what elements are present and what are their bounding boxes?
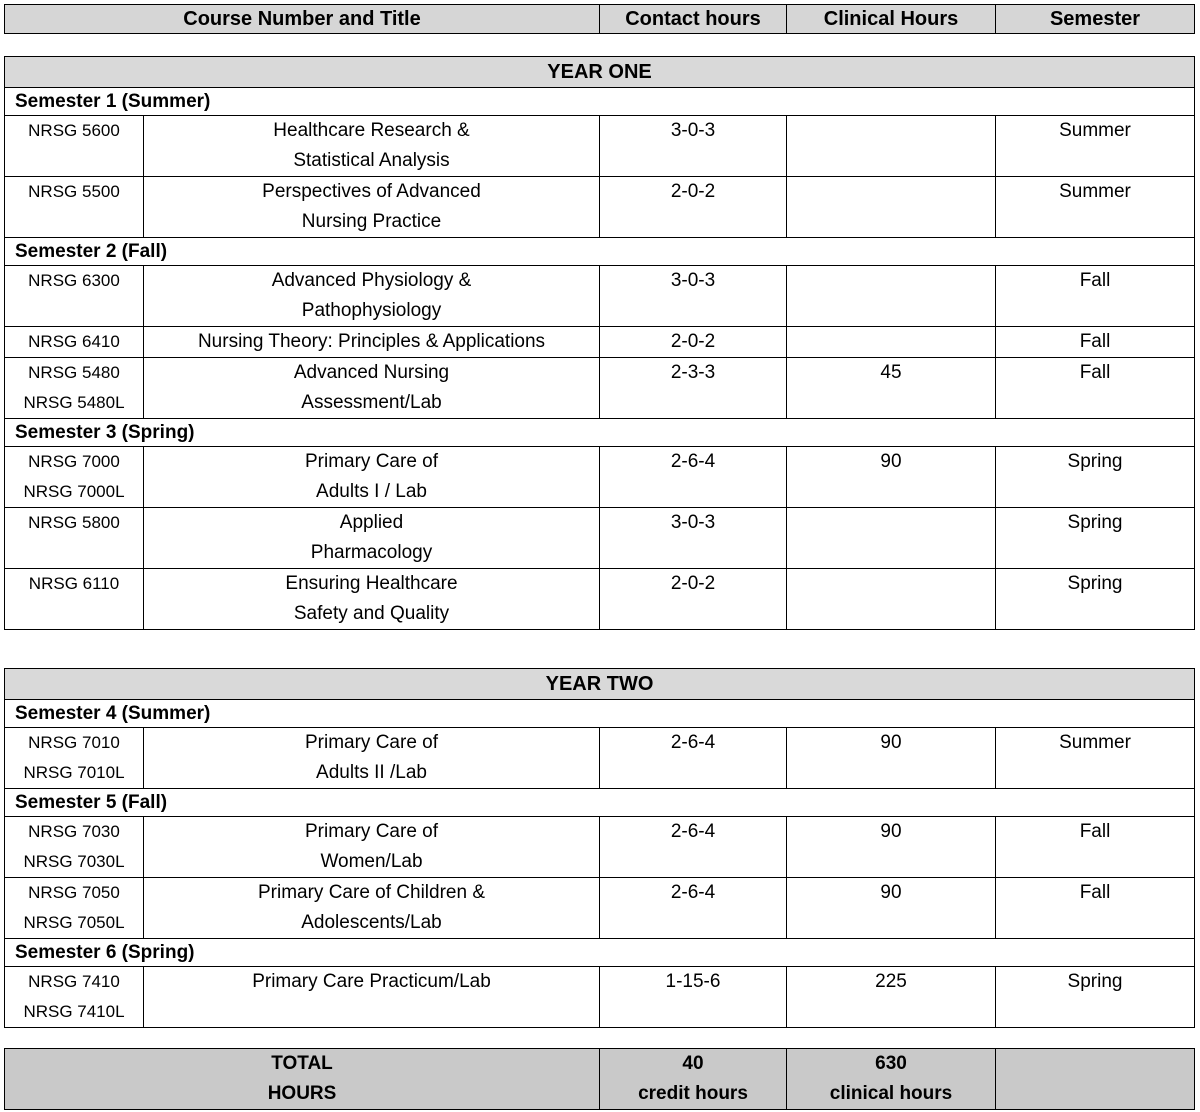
semester: Fall — [996, 358, 1195, 419]
semester: Summer — [996, 116, 1195, 177]
contact-hours: 2-0-2 — [600, 569, 787, 630]
semester: Spring — [996, 447, 1195, 508]
semester-2-heading: Semester 2 (Fall) — [5, 238, 1195, 266]
clinical-hours: 90 — [787, 817, 996, 878]
course-row — [5, 447, 1195, 508]
course-title: Applied Pharmacology — [144, 508, 600, 569]
semester: Summer — [996, 177, 1195, 238]
course-number: NRSG 5800 — [5, 508, 144, 569]
year-two-title: YEAR TWO — [5, 669, 1195, 700]
course-number: NRSG 5480 NRSG 5480L — [5, 358, 144, 419]
clinical-hours — [787, 266, 996, 327]
semester: Fall — [996, 878, 1195, 939]
course-number: NRSG 7030 NRSG 7030L — [5, 817, 144, 878]
course-row — [5, 358, 1195, 419]
semester-6-heading: Semester 6 (Spring) — [5, 939, 1195, 967]
semester: Fall — [996, 817, 1195, 878]
course-row — [5, 817, 1195, 878]
course-number: NRSG 6410 — [5, 327, 144, 358]
semester: Spring — [996, 967, 1195, 1028]
contact-hours: 1-15-6 — [600, 967, 787, 1028]
header-semester: Semester — [996, 5, 1195, 34]
clinical-hours: 90 — [787, 447, 996, 508]
contact-hours: 3-0-3 — [600, 266, 787, 327]
year-one-table — [4, 56, 1195, 630]
clinical-hours — [787, 116, 996, 177]
course-number: NRSG 7010 NRSG 7010L — [5, 728, 144, 789]
contact-hours: 2-6-4 — [600, 878, 787, 939]
course-row — [5, 569, 1195, 630]
total-row — [5, 1049, 1195, 1110]
column-header-table — [4, 4, 1195, 34]
course-row — [5, 177, 1195, 238]
total-hours-table — [4, 1048, 1195, 1110]
course-title: Primary Care of Women/Lab — [144, 817, 600, 878]
clinical-hours — [787, 508, 996, 569]
contact-hours: 2-0-2 — [600, 177, 787, 238]
course-title: Advanced Nursing Assessment/Lab — [144, 358, 600, 419]
course-number: NRSG 6110 — [5, 569, 144, 630]
semester-4-heading: Semester 4 (Summer) — [5, 700, 1195, 728]
total-clinical-hours: 630 clinical hours — [787, 1049, 996, 1110]
course-title: Nursing Theory: Principles & Applications — [144, 327, 600, 358]
course-row — [5, 967, 1195, 1028]
total-label: TOTAL HOURS — [5, 1049, 600, 1110]
clinical-hours: 90 — [787, 878, 996, 939]
course-number: NRSG 5600 — [5, 116, 144, 177]
year-one-title: YEAR ONE — [5, 57, 1195, 88]
clinical-hours — [787, 327, 996, 358]
course-title: Primary Care of Children & Adolescents/Lab — [144, 878, 600, 939]
contact-hours: 2-0-2 — [600, 327, 787, 358]
clinical-hours: 45 — [787, 358, 996, 419]
course-row — [5, 327, 1195, 358]
contact-hours: 3-0-3 — [600, 508, 787, 569]
course-title: Primary Care of Adults I / Lab — [144, 447, 600, 508]
total-credit-hours: 40 credit hours — [600, 1049, 787, 1110]
contact-hours: 3-0-3 — [600, 116, 787, 177]
course-number: NRSG 7000 NRSG 7000L — [5, 447, 144, 508]
course-row — [5, 116, 1195, 177]
course-number: NRSG 7410 NRSG 7410L — [5, 967, 144, 1028]
semester: Fall — [996, 327, 1195, 358]
header-contact-hours: Contact hours — [600, 5, 787, 34]
course-number: NRSG 6300 — [5, 266, 144, 327]
semester-5-heading: Semester 5 (Fall) — [5, 789, 1195, 817]
clinical-hours: 90 — [787, 728, 996, 789]
semester: Spring — [996, 508, 1195, 569]
course-row — [5, 508, 1195, 569]
contact-hours: 2-3-3 — [600, 358, 787, 419]
semester: Spring — [996, 569, 1195, 630]
course-title: Primary Care Practicum/Lab — [144, 967, 600, 1028]
course-title: Healthcare Research & Statistical Analysis — [144, 116, 600, 177]
clinical-hours: 225 — [787, 967, 996, 1028]
header-clinical-hours: Clinical Hours — [787, 5, 996, 34]
contact-hours: 2-6-4 — [600, 728, 787, 789]
course-title: Advanced Physiology & Pathophysiology — [144, 266, 600, 327]
course-title: Primary Care of Adults II /Lab — [144, 728, 600, 789]
contact-hours: 2-6-4 — [600, 447, 787, 508]
clinical-hours — [787, 569, 996, 630]
course-row — [5, 878, 1195, 939]
course-number: NRSG 7050 NRSG 7050L — [5, 878, 144, 939]
semester-3-heading: Semester 3 (Spring) — [5, 419, 1195, 447]
clinical-hours — [787, 177, 996, 238]
year-two-table — [4, 668, 1195, 1028]
course-number: NRSG 5500 — [5, 177, 144, 238]
semester: Fall — [996, 266, 1195, 327]
course-row — [5, 728, 1195, 789]
header-course: Course Number and Title — [5, 5, 600, 34]
course-title: Perspectives of Advanced Nursing Practice — [144, 177, 600, 238]
contact-hours: 2-6-4 — [600, 817, 787, 878]
course-row — [5, 266, 1195, 327]
course-title: Ensuring Healthcare Safety and Quality — [144, 569, 600, 630]
total-semester — [996, 1049, 1195, 1110]
semester: Summer — [996, 728, 1195, 789]
column-header-row — [5, 5, 1195, 34]
semester-1-heading: Semester 1 (Summer) — [5, 88, 1195, 116]
